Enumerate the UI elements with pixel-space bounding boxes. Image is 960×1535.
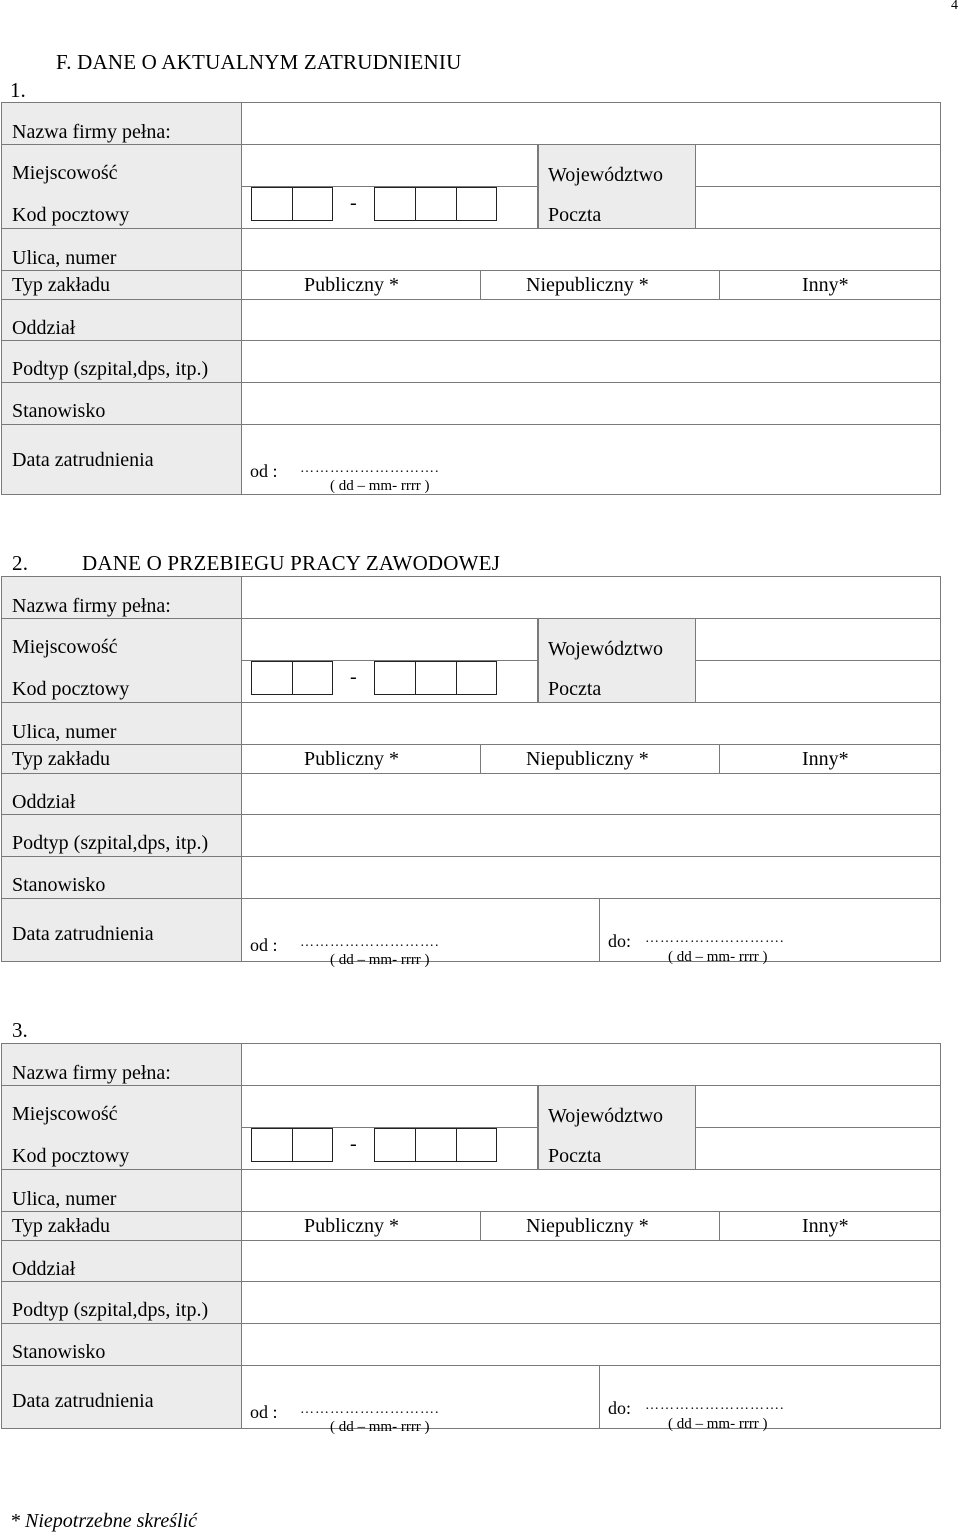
section-1-city-input[interactable]	[241, 144, 538, 187]
section-2-date-to-field[interactable]	[599, 898, 941, 962]
section-2-voivodeship-label: Województwo	[548, 638, 664, 660]
section-2-subtype-label: Podtyp (szpital,dps, itp.)	[12, 832, 209, 854]
section-3-row-divider	[1, 1169, 241, 1170]
section-3-row-divider	[1, 1323, 241, 1324]
section-1-department-label: Oddział	[12, 317, 76, 339]
section-3-city-input[interactable]	[241, 1085, 538, 1128]
section-2-row-divider	[1, 773, 241, 774]
section-1-postal-digit-divider	[415, 187, 416, 221]
section-2-department-input[interactable]	[241, 773, 941, 815]
section-1-row-divider	[1, 340, 241, 341]
section-3-subtype-input[interactable]	[241, 1281, 941, 1324]
section-3-row-divider	[1, 1281, 241, 1282]
section-1-position-label: Stanowisko	[12, 400, 106, 422]
section-3-city-label: Miejscowość	[12, 1103, 118, 1125]
section-2-street-label: Ulica, numer	[12, 721, 117, 743]
section-2-city-input[interactable]	[241, 618, 538, 661]
section-3-voivodeship-label: Województwo	[548, 1105, 664, 1127]
section-1-postal-code-label: Kod pocztowy	[12, 204, 130, 226]
section-1-row-divider	[1, 270, 241, 271]
section-1-voivodeship-input[interactable]	[695, 144, 941, 187]
section-1-title: F. DANE O AKTUALNYM ZATRUDNIENIU	[56, 50, 462, 74]
section-1-from-format: ( dd – mm- rrrr )	[330, 478, 430, 494]
section-2-post-office-label: Poczta	[548, 678, 602, 700]
section-3-public-label: Publiczny *	[304, 1215, 399, 1237]
section-3-type-label: Typ zakładu	[12, 1215, 111, 1237]
section-3-row-divider	[1, 1240, 241, 1241]
section-1-row-divider	[1, 144, 241, 145]
section-3-date-to-field[interactable]	[599, 1365, 941, 1429]
section-3-number: 3.	[12, 1018, 28, 1042]
section-2-postal-code-label: Kod pocztowy	[12, 678, 130, 700]
section-1-department-input[interactable]	[241, 299, 941, 341]
section-1-postal-code-second-part[interactable]	[374, 187, 497, 221]
section-1-company-input[interactable]	[241, 102, 941, 145]
section-1-row-divider	[1, 424, 241, 425]
section-3-department-input[interactable]	[241, 1240, 941, 1282]
section-1-postal-digit-divider	[292, 187, 293, 221]
section-2-post-office-input[interactable]	[695, 660, 941, 703]
section-1-public-label: Publiczny *	[304, 274, 399, 296]
section-2-nonpublic-label: Niepubliczny *	[526, 748, 649, 770]
section-1-type-label: Typ zakładu	[12, 274, 111, 296]
section-2-from-label: od :	[250, 935, 278, 955]
section-2-department-label: Oddział	[12, 791, 76, 813]
section-1-from-label: od :	[250, 461, 278, 481]
section-2-to-format: ( dd – mm- rrrr )	[668, 949, 768, 965]
section-3-position-input[interactable]	[241, 1323, 941, 1366]
section-2-row-divider	[1, 856, 241, 857]
section-2-number: 2.	[12, 551, 29, 575]
section-2-postal-digit-divider	[456, 661, 457, 695]
section-2-company-label: Nazwa firmy pełna:	[12, 595, 171, 617]
section-3-subtype-label: Podtyp (szpital,dps, itp.)	[12, 1299, 209, 1321]
section-2-from-dots: ……………………….	[300, 935, 440, 950]
section-2-city-label: Miejscowość	[12, 636, 118, 658]
section-3-postal-digit-divider	[292, 1128, 293, 1162]
section-3-company-label: Nazwa firmy pełna:	[12, 1062, 171, 1084]
section-1-row-divider	[1, 299, 241, 300]
section-2-from-format: ( dd – mm- rrrr )	[330, 952, 430, 968]
section-3-row-divider	[1, 1085, 241, 1086]
section-2-voivodeship-input[interactable]	[695, 618, 941, 661]
section-2-row-divider	[1, 702, 241, 703]
section-1-post-office-input[interactable]	[695, 186, 941, 229]
section-3-post-office-label: Poczta	[548, 1145, 602, 1167]
section-3-street-label: Ulica, numer	[12, 1188, 117, 1210]
section-1-street-input[interactable]	[241, 228, 941, 271]
section-3-row-divider	[1, 1211, 241, 1212]
section-3-to-label: do:	[608, 1398, 632, 1418]
section-1-company-label: Nazwa firmy pełna:	[12, 121, 171, 143]
section-3-postal-digit-divider	[456, 1128, 457, 1162]
section-2-row-divider	[1, 744, 241, 745]
section-3-postal-digit-divider	[415, 1128, 416, 1162]
section-2-employment-date-label: Data zatrudnienia	[12, 923, 154, 945]
section-3-other-label: Inny*	[802, 1215, 849, 1237]
section-2-street-input[interactable]	[241, 702, 941, 745]
section-3-postal-dash: -	[350, 1133, 357, 1155]
section-2-postal-code-second-part[interactable]	[374, 661, 497, 695]
section-3-nonpublic-label: Niepubliczny *	[526, 1215, 649, 1237]
section-3-department-label: Oddział	[12, 1258, 76, 1280]
section-3-from-label: od :	[250, 1402, 278, 1422]
section-2-postal-digit-divider	[415, 661, 416, 695]
section-2-type-label: Typ zakładu	[12, 748, 111, 770]
section-3-to-format: ( dd – mm- rrrr )	[668, 1416, 768, 1432]
section-2-postal-digit-divider	[292, 661, 293, 695]
section-1-position-input[interactable]	[241, 382, 941, 425]
section-1-voivodeship-label: Województwo	[548, 164, 664, 186]
section-1-nonpublic-label: Niepubliczny *	[526, 274, 649, 296]
section-2-position-label: Stanowisko	[12, 874, 106, 896]
section-1-city-label: Miejscowość	[12, 162, 118, 184]
section-2-company-input[interactable]	[241, 576, 941, 619]
section-2-to-dots: ……………………….	[645, 931, 785, 946]
section-1-from-dots: ……………………….	[300, 461, 440, 476]
section-3-from-format: ( dd – mm- rrrr )	[330, 1419, 430, 1435]
section-3-position-label: Stanowisko	[12, 1341, 106, 1363]
section-1-postal-dash: -	[350, 192, 357, 214]
footnote: * Niepotrzebne skreślić	[10, 1510, 198, 1532]
section-2-row-divider	[1, 814, 241, 815]
section-2-row-divider	[1, 618, 241, 619]
section-3-employment-date-label: Data zatrudnienia	[12, 1390, 154, 1412]
section-3-post-office-input[interactable]	[695, 1127, 941, 1170]
section-2-title: DANE O PRZEBIEGU PRACY ZAWODOWEJ	[82, 551, 501, 575]
section-2-to-label: do:	[608, 931, 632, 951]
section-3-company-input[interactable]	[241, 1043, 941, 1086]
section-1-post-office-label: Poczta	[548, 204, 602, 226]
section-1-street-label: Ulica, numer	[12, 247, 117, 269]
page-number: 4	[951, 0, 958, 13]
section-2-postal-dash: -	[350, 666, 357, 688]
section-3-from-dots: ……………………….	[300, 1402, 440, 1417]
section-3-voivodeship-input[interactable]	[695, 1085, 941, 1128]
section-2-other-label: Inny*	[802, 748, 849, 770]
section-3-street-input[interactable]	[241, 1169, 941, 1212]
section-1-subtype-label: Podtyp (szpital,dps, itp.)	[12, 358, 209, 380]
section-3-row-divider	[1, 1365, 241, 1366]
section-2-position-input[interactable]	[241, 856, 941, 899]
section-2-row-divider	[1, 898, 241, 899]
section-1-employment-date-label: Data zatrudnienia	[12, 449, 154, 471]
section-1-number: 1.	[10, 78, 26, 102]
section-1-other-label: Inny*	[802, 274, 849, 296]
section-3-postal-code-label: Kod pocztowy	[12, 1145, 130, 1167]
section-1-subtype-input[interactable]	[241, 340, 941, 383]
section-3-to-dots: ……………………….	[645, 1398, 785, 1413]
section-1-row-divider	[1, 228, 241, 229]
section-3-postal-code-second-part[interactable]	[374, 1128, 497, 1162]
section-1-row-divider	[1, 382, 241, 383]
section-2-public-label: Publiczny *	[304, 748, 399, 770]
section-2-subtype-input[interactable]	[241, 814, 941, 857]
section-1-postal-digit-divider	[456, 187, 457, 221]
